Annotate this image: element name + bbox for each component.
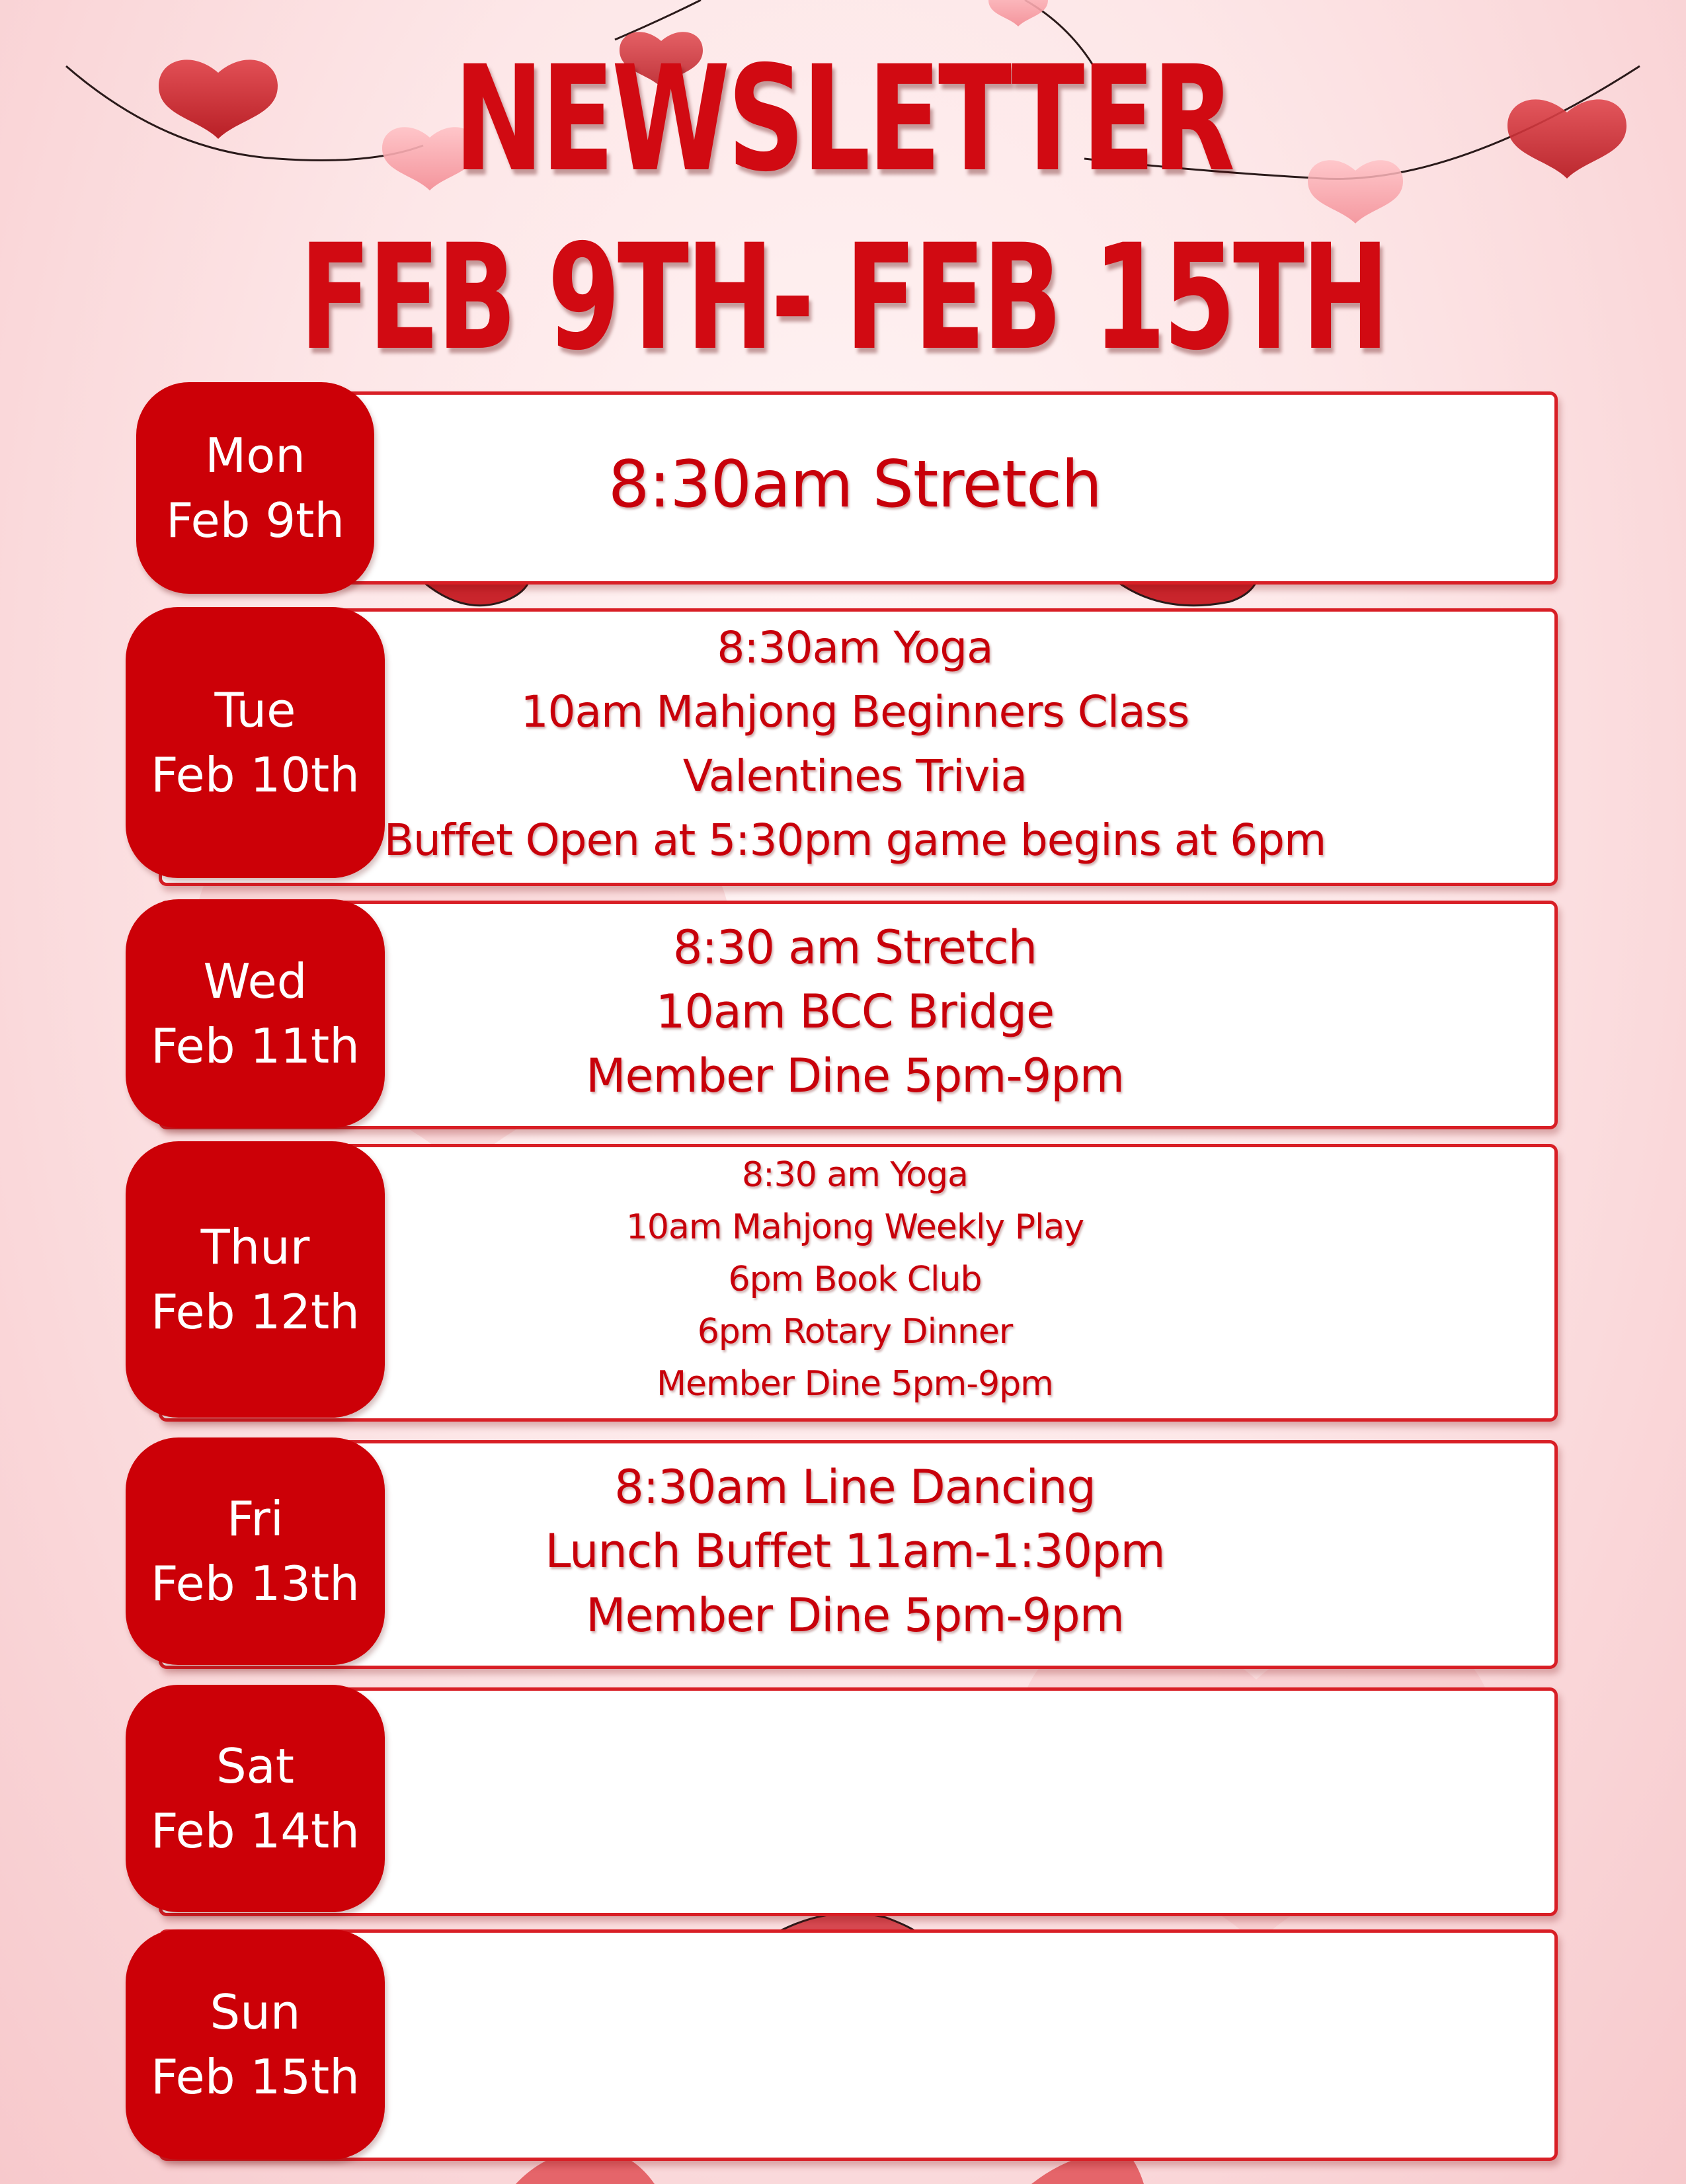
event-item: 8:30 am Yoga bbox=[742, 1154, 968, 1195]
events-list bbox=[159, 1144, 1551, 1415]
date-range-title: FEB 9TH- FEB 15TH bbox=[300, 213, 1386, 382]
day-name: Thur bbox=[200, 1219, 310, 1275]
events-list bbox=[159, 901, 1551, 1123]
heart-icon bbox=[1507, 99, 1626, 179]
event-item: Member Dine 5pm-9pm bbox=[586, 1588, 1124, 1642]
day-name: Mon bbox=[205, 428, 305, 483]
day-date: Feb 9th bbox=[165, 493, 345, 548]
day-name: Sun bbox=[210, 1984, 301, 2040]
event-item: 8:30am Line Dancing bbox=[614, 1459, 1096, 1514]
day-date: Feb 10th bbox=[151, 747, 360, 803]
event-item: 8:30 am Stretch bbox=[672, 920, 1037, 975]
event-item: 8:30am Stretch bbox=[608, 447, 1102, 522]
events-list bbox=[159, 391, 1551, 578]
day-name: Wed bbox=[203, 953, 307, 1009]
day-date: Feb 14th bbox=[151, 1803, 360, 1859]
event-item: 6pm Book Club bbox=[728, 1259, 982, 1299]
day-date: Feb 12th bbox=[151, 1284, 360, 1340]
event-item: Member Dine 5pm-9pm bbox=[657, 1363, 1053, 1404]
day-date: Feb 15th bbox=[151, 2049, 360, 2105]
day-name: Tue bbox=[214, 682, 296, 738]
day-label bbox=[126, 1685, 385, 1912]
day-name: Fri bbox=[227, 1491, 284, 1547]
event-item: 6pm Rotary Dinner bbox=[697, 1311, 1013, 1352]
event-item: 10am BCC Bridge bbox=[655, 984, 1055, 1039]
event-item: 10am Mahjong Beginners Class bbox=[520, 686, 1189, 737]
day-name: Sat bbox=[216, 1738, 295, 1794]
day-label bbox=[126, 1929, 385, 2160]
newsletter-title: NEWSLETTER bbox=[454, 34, 1232, 204]
event-item: Member Dine 5pm-9pm bbox=[586, 1048, 1124, 1103]
event-item: 8:30am Yoga bbox=[717, 622, 993, 673]
event-item: Buffet Open at 5:30pm game begins at 6pm bbox=[383, 815, 1326, 866]
events-list bbox=[159, 608, 1551, 879]
heart-icon bbox=[988, 0, 1048, 26]
event-item: Lunch Buffet 11am-1:30pm bbox=[545, 1523, 1165, 1578]
day-date: Feb 13th bbox=[151, 1556, 360, 1611]
day-date: Feb 11th bbox=[151, 1018, 360, 1074]
event-item: 10am Mahjong Weekly Play bbox=[625, 1207, 1084, 1247]
event-item: Valentines Trivia bbox=[682, 750, 1027, 801]
events-list bbox=[159, 1440, 1551, 1662]
